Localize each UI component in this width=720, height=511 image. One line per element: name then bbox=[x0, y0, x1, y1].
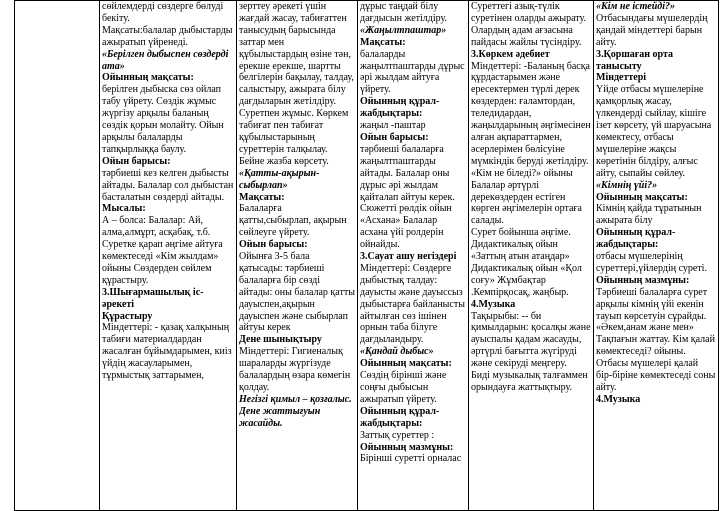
paragraph: Мақсаты: bbox=[239, 191, 285, 203]
paragraph: Балаларға қатты,сыбырлап, ақырын сөйлеуге үйрету. bbox=[239, 203, 347, 239]
paragraph: 3.Сауат ашу негіздері bbox=[360, 251, 457, 263]
paragraph: Міндеттері: -Баланың басқа құрдастарымен және ересектермен түрлі дерек көздерден: ғаламтордан, теледидардан, жаңылдарының әңгімесінен алған ақпараттармен, әсерлерімен бөлісуіне мүмкіндік беруді жетілдіру. bbox=[471, 60, 591, 167]
column-cell-5 bbox=[594, 1, 719, 511]
table-row bbox=[15, 1, 719, 511]
paragraph: «Қатты-ақырын-сыбырлап» bbox=[239, 167, 320, 191]
paragraph: тәрбиеші балаларға жаңылтпаштарды айтады. Балалар оны дұрыс әрі жылдам қайталап айтуы керек. Сюжетті рөлдік ойын «Асхана» Балалар асхана үйі ролдерін ойнайды. bbox=[360, 143, 455, 251]
paragraph: Ойынның мақсаты: bbox=[102, 72, 194, 84]
column-cell-1 bbox=[100, 1, 237, 511]
paragraph: Мақсаты:балалар дыбыстарды ажыратып үйренеді. bbox=[102, 24, 233, 48]
paragraph: отбасы мүшелерінің суреттері,үйлердің суреті. bbox=[596, 251, 707, 274]
column-text-2 bbox=[239, 1, 355, 510]
paragraph: «Жаңылтпаштар» bbox=[360, 24, 447, 36]
paragraph: Сөздің бірінші және соңғы дыбысын ажыратып үйрету. bbox=[360, 370, 447, 405]
paragraph: «Кім не істейді?» bbox=[596, 1, 676, 12]
paragraph: Ойынның құрал-жабдықтары: bbox=[596, 227, 676, 251]
paragraph: сөйлемдерді сөздерге бөлуді бекіту. bbox=[102, 1, 224, 24]
paragraph: 4.Музыка bbox=[471, 298, 516, 310]
paragraph: Ойынның мақсаты: bbox=[596, 191, 688, 203]
paragraph: 4.Музыка bbox=[596, 393, 641, 405]
paragraph: Заттық суреттер : bbox=[360, 429, 435, 441]
paragraph: «Кім не біледі?» ойыны Балалар әртүрлі дерекөздерден естіген көрген әңгімелерін ортаға салады. bbox=[471, 167, 582, 227]
paragraph: Міндеттері: Гигиеналық шараларды жүргізуде балалардың өзара көмегін қолдау. bbox=[239, 346, 351, 393]
paragraph: Негізгі қимыл – қозғалыс. bbox=[239, 393, 352, 405]
column-cell-2 bbox=[237, 1, 358, 511]
paragraph: зерттеу әрекеті үшін жағдай жасау, табиғаттен танысудың барысында заттар мен құбылыстардың өзіне тән, ерекше ерекше, шартты белгілерін бақылау, талдау, салыстыру, ажырата білу дағдыларын жетілдіру. Суретпен жұмыс. Көркем табиғат пен табиғат құбылыстарының суреттерін талқылау. Бейне жазба көрсету. bbox=[239, 1, 354, 167]
column-cell-3 bbox=[358, 1, 469, 511]
paragraph: 3.Қоршаған орта танысыту bbox=[596, 48, 674, 72]
paragraph: Ойын барысы: bbox=[239, 239, 308, 251]
paragraph: «Қандай дыбыс» bbox=[360, 346, 434, 358]
paragraph: Сурет бойынша әңгіме. Дидактикалық ойын «Заттың атын атаңдар» Дидактикалық ойын «Қол соғу» Жұмбақтар .Кемпірқосақ, жаңбыр. bbox=[471, 227, 582, 298]
paragraph: Ойынның мазмұны: bbox=[360, 441, 454, 453]
paragraph: Міндеттері: Сөздерге дыбыстық талдау: дауысты және дауыссыз дыбыстарға байланысты айтылған сөз ішінен орнын таба білуге дағдыландыру. bbox=[360, 262, 465, 346]
column-text-4 bbox=[471, 1, 591, 510]
paragraph: Ойын барысы: bbox=[360, 131, 429, 143]
paragraph: балаларды жаңылтпаштарды дұрыс әрі жылдам айтуға үйрету. bbox=[360, 48, 465, 96]
empty-cell bbox=[15, 1, 100, 511]
paragraph: берілген дыбыска сөз ойлап табу үйрету. Сөздік жұмыс жүргізу арқылы баланың сөздік қорын молайту. Ойын арқылы балаларды тапқырлыққа баулу. bbox=[102, 84, 224, 155]
paragraph: Бірінші суретті орналас bbox=[360, 453, 462, 465]
paragraph: Кімнің қайда тұратынын ажырата білу bbox=[596, 203, 702, 227]
paragraph: «Берілген дыбыспен сөздерді ата» bbox=[102, 48, 229, 72]
column-text-5 bbox=[596, 1, 716, 510]
paragraph: дұрыс таңдай білу дағдысын жетілдіру. bbox=[360, 1, 448, 24]
paragraph: Биді музыкалық талғаммен орындауға жаттықтыру. bbox=[471, 370, 588, 393]
paragraph: Отбасындағы мүшелердің қандай міндеттері барын айту. bbox=[596, 12, 708, 48]
paragraph: Үйде отбасы мүшелеріне қамқорлық жасау, үлкендерді сыйлау, кішіге ізет көрсету, үй шаруасына көмектесу, отбасы мүшелеріне жақсы көретінін білдіру, алғыс айту, сыпайы сөйлеу. bbox=[596, 84, 712, 179]
paragraph: Ойынның құрал-жабдықтары: bbox=[360, 96, 440, 120]
paragraph: Мысалы: bbox=[102, 203, 146, 215]
paragraph: Ойынның мақсаты: bbox=[360, 358, 452, 370]
paragraph: Суреттегі азық-түлік суретінен оларды ажырату. Олардың адам ағзасына пайдасы жайлы түсіндіру. bbox=[471, 1, 586, 48]
paragraph: «Кімнің үйі?» bbox=[596, 179, 658, 191]
paragraph: Ойынға 3-5 бала қатысады: тәрбиеші балаларға бір сөзді айтады: оны балалар қатты дауыспен,ақырын дауыспен және сыбырлап айтуы керек bbox=[239, 251, 355, 334]
paragraph: 3.Көркем әдебиет bbox=[471, 48, 550, 60]
paragraph: Дене шынықтыру bbox=[239, 334, 322, 346]
paragraph: А – болса: Балалар: Ай, алма,алмұрт, асқабақ, т.б. Суретке қарап әңгіме айтуға көмектеседі «Кім жылдам» ойыны Сөздерден сөйлем құрастыру. bbox=[102, 215, 223, 286]
paragraph: Ойын барысы: bbox=[102, 155, 171, 167]
column-text-1 bbox=[102, 1, 234, 510]
paragraph: 3.Шығармашылық іс-әрекеті bbox=[102, 286, 204, 310]
paragraph: Міндеттері: - қазақ халқының табиғи материалдардан жасалған бұйымдарымен, киіз үйдің жасауларымен, тұрмыстық заттарымен, bbox=[102, 322, 232, 382]
column-cell-4 bbox=[469, 1, 594, 511]
lesson-plan-table bbox=[14, 0, 719, 511]
paragraph: Дене жаттығуын жасайды. bbox=[239, 405, 321, 429]
paragraph: Тақырыбы: -- би қимылдарын: қосалқы және ауыспалы қадам жасауды, әртүрлі бағытта жүгіруді және секіруді меңгеру. bbox=[471, 310, 591, 370]
paragraph: жаңыл -паштар bbox=[360, 120, 426, 132]
paragraph: Ойынның мазмұны: bbox=[596, 274, 690, 286]
column-text-3 bbox=[360, 1, 466, 510]
paragraph: Мақсаты: bbox=[360, 36, 406, 48]
paragraph: Тәрбиеші балаларға сурет арқылы кімнің үйі екенін тауып көрсетуін сұрайды. «Әкем,анам және мен» Тақпағын жаттау. Кім қалай көмектеседі? ойыны. Отбасы мүшелері қалай бір-біріне көмектеседі соны айту. bbox=[596, 286, 716, 393]
paragraph: Құрастыру bbox=[102, 310, 153, 322]
paragraph: Міндеттері bbox=[596, 72, 647, 84]
paragraph: Ойынның құрал-жабдықтары: bbox=[360, 405, 440, 429]
paragraph: тәрбиеші кез келген дыбысты айтады. Балалар сол дыбыстан басталатын сөздерді айтады. bbox=[102, 167, 234, 203]
